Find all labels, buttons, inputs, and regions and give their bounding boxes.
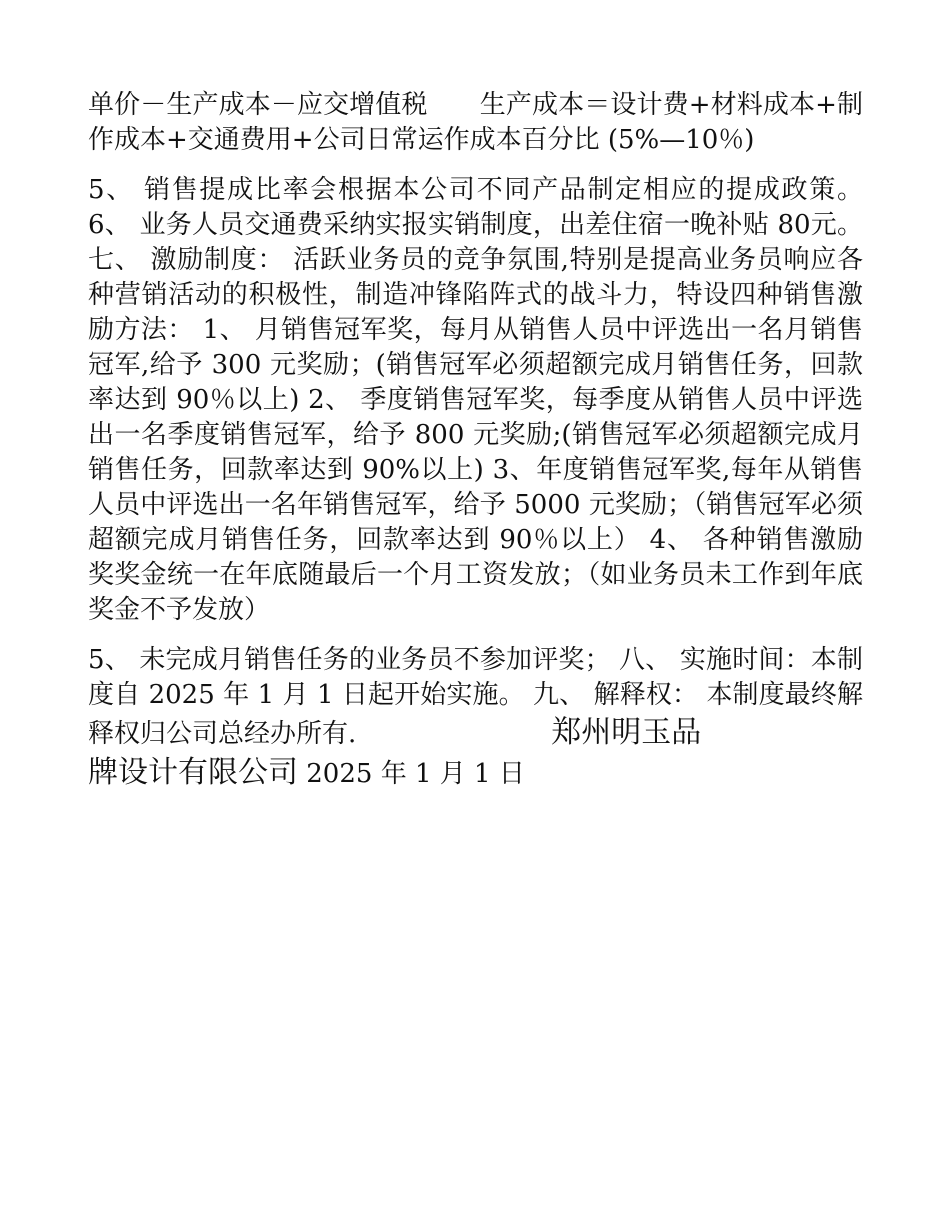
- paragraph-cost-formula: 单价－生产成本－应交增值税 生产成本＝设计费+材料成本+制作成本+交通费用+公司日常运作成本百分比 (5%—10％): [88, 90, 863, 155]
- company-name-part1: 郑州明玉品: [551, 715, 702, 750]
- signature-date: 2025 年 1 月 1 日: [306, 759, 525, 789]
- paragraph-commission-incentives: 5、 销售提成比率会根据本公司不同产品制定相应的提成政策。 6、 业务人员交通费采纳实报实销制度，出差住宿一晚补贴 80元。 七、 激励制度： 活跃业务员的竞争氛围,特别是提高业务员响应各种营销活动的积极性，制造冲锋陷阵式的战斗力，特设四种销售激励方法： 1、 月销售冠军奖，每月从销售人员中评选出一名月销售冠军,给予 300 元奖励；(销售冠军必须超额完成月销售任务，回款率达到 90％以上) 2、 季度销售冠军奖，每季度从销售人员中评选出一名季度销售冠军，给予 800 元奖励;(销售冠军必须超额完成月销售任务，回款率达到 90%以上) 3、年度销售冠军奖,每年从销售人员中评选出一名年销售冠军，给予 5000 元奖励；（销售冠军必须超额完成月销售任务，回款率达到 90％以上） 4、 各种销售激励奖奖金统一在年底随最后一个月工资发放；（如业务员未工作到年底奖金不予发放）: [88, 175, 863, 625]
- company-name-part2: 牌设计有限公司: [88, 755, 298, 790]
- document-body: [88, 88, 863, 793]
- implementation-text: 5、 未完成月销售任务的业务员不参加评奖； 八、 实施时间：本制度自 2025 年 1 月 1 日起开始实施。 九、 解释权： 本制度最终解释权归公司总经办所有.: [88, 645, 863, 749]
- paragraph-implementation: [88, 643, 863, 793]
